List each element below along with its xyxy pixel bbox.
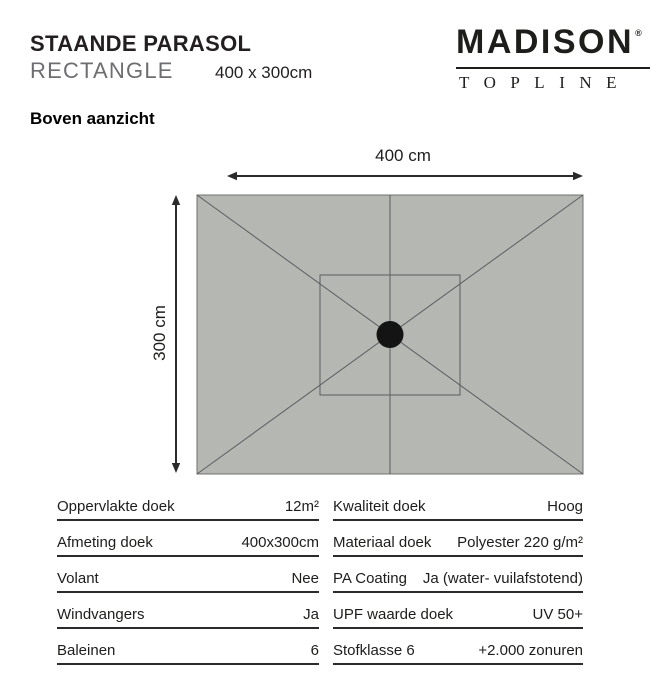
spec-row-kwaliteit-doek: [333, 498, 583, 521]
spec-label: Windvangers: [57, 606, 145, 623]
spec-row-windvangers: [57, 606, 319, 629]
spec-label: Materiaal doek: [333, 534, 432, 551]
height-dimension-arrow: [172, 195, 180, 473]
page-subtitle: RECTANGLE: [30, 58, 174, 83]
spec-label: Kwaliteit doek: [333, 498, 426, 515]
spec-value: +2.000 zonuren: [478, 642, 583, 659]
spec-value: 12m²: [284, 498, 319, 515]
spec-label: Oppervlakte doek: [57, 498, 175, 515]
brand-name: MADISON: [456, 23, 635, 61]
brand-logo: [456, 23, 650, 93]
width-dimension-arrow: [227, 172, 583, 180]
spec-row-materiaal-doek: [333, 534, 583, 557]
spec-label: Afmeting doek: [57, 534, 153, 551]
spec-value: 6: [310, 642, 319, 659]
spec-value: Hoog: [547, 498, 583, 515]
spec-row-volant: [57, 570, 319, 593]
spec-row-stofklasse: [333, 642, 583, 665]
spec-value: Polyester 220 g/m²: [457, 534, 583, 551]
specs-column-left: [57, 498, 319, 678]
spec-label: Volant: [57, 570, 99, 587]
product-size-label: 400 x 300cm: [215, 63, 313, 82]
spec-row-baleinen: [57, 642, 319, 665]
spec-value: Ja: [303, 606, 319, 623]
spec-row-upf-waarde-doek: [333, 606, 583, 629]
spec-label: PA Coating: [333, 570, 407, 587]
spec-value: Ja (water- vuilafstotend): [422, 570, 583, 587]
spec-row-afmeting-doek: [57, 534, 319, 557]
spec-label: Baleinen: [57, 642, 116, 659]
specs-column-right: [333, 498, 583, 678]
pole-hub: [377, 321, 404, 348]
page-title: STAANDE PARASOL: [30, 31, 252, 56]
brand-name-line: [456, 23, 650, 66]
registered-trademark-icon: ®: [635, 28, 642, 38]
width-dimension-label: 400 cm: [375, 146, 431, 165]
logo-divider: [456, 67, 650, 69]
top-view-label: Boven aanzicht: [30, 109, 155, 128]
spec-label: UPF waarde doek: [333, 606, 454, 623]
brand-subname: TOPLINE: [459, 73, 632, 92]
spec-value: Nee: [291, 570, 319, 587]
height-dimension-label: 300 cm: [150, 305, 169, 361]
spec-row-pa-coating: [333, 570, 583, 593]
parasol-top-view-diagram: [140, 150, 600, 490]
spec-value: 400x300cm: [241, 534, 319, 551]
spec-value: UV 50+: [532, 606, 583, 623]
spec-label: Stofklasse 6: [333, 642, 415, 659]
spec-row-oppervlakte-doek: [57, 498, 319, 521]
